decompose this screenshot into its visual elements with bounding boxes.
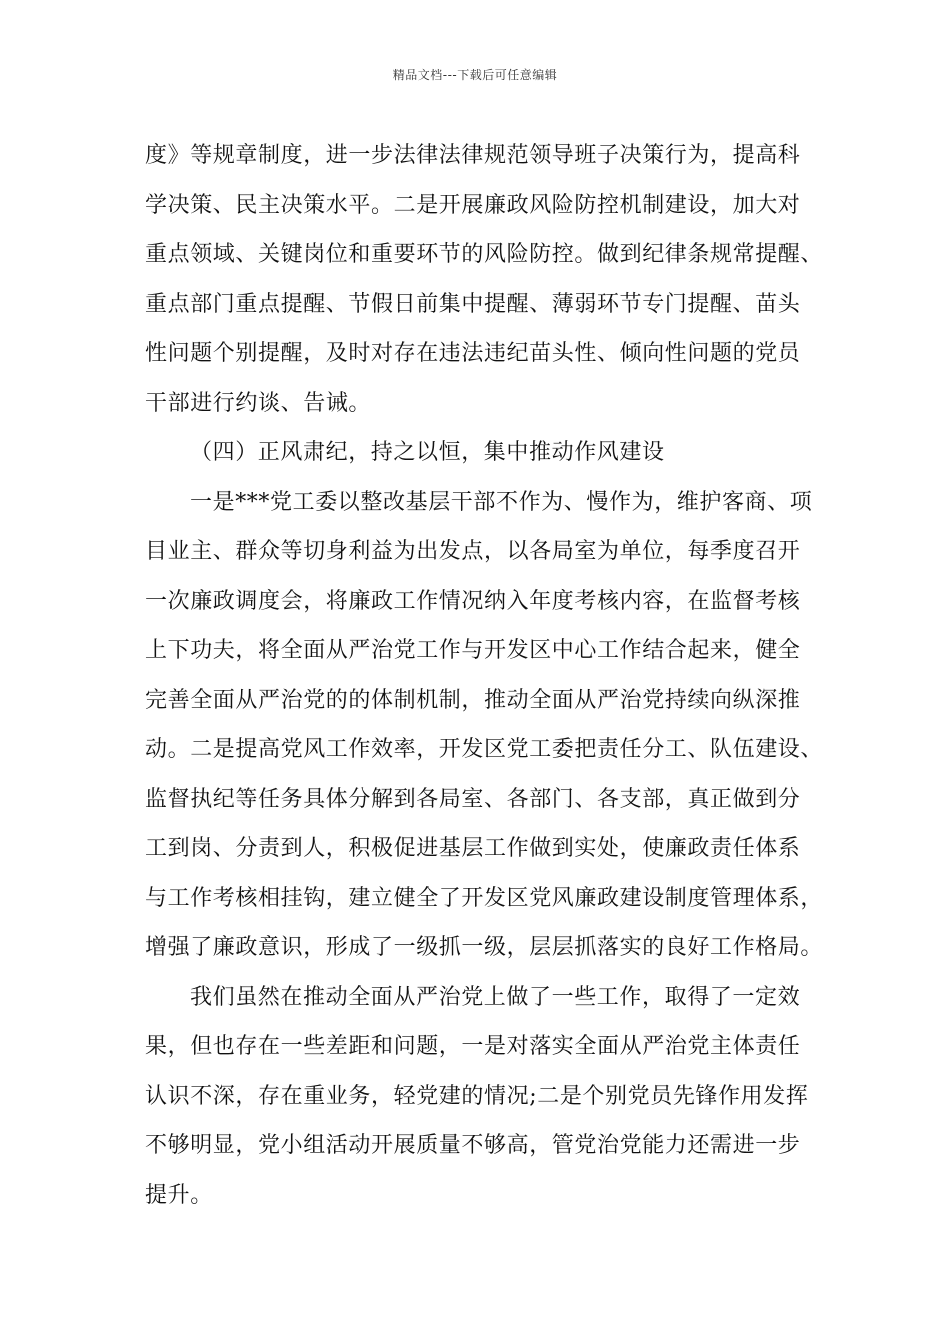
paragraph-4 (145, 973, 825, 1221)
text-line: 增强了廉政意识，形成了一级抓一级，层层抓落实的良好工作格局。 (145, 935, 824, 960)
text-line: 目业主、群众等切身利益为出发点，以各局室为单位，每季度召开 (145, 539, 801, 564)
text-line: 干部进行约谈、告诫。 (145, 390, 372, 416)
text-line: 性问题个别提醒，及时对存在违法违纪苗头性、倾向性问题的党员 (145, 341, 801, 366)
section-heading-text: （四）正风肃纪，持之以恒，集中推动作风建设 (190, 440, 665, 465)
text-line: 重点部门重点提醒、节假日前集中提醒、薄弱环节专门提醒、苗头 (145, 291, 801, 317)
text-line: 工到岗、分责到人，积极促进基层工作做到实处，使廉政责任体系 (145, 836, 801, 861)
text-line: 不够明显，党小组活动开展质量不够高，管党治党能力还需进一步 (145, 1133, 801, 1158)
text-line: 我们虽然在推动全面从严治党上做了一些工作，取得了一定效 (190, 984, 801, 1010)
page-header: 精品文档---下载后可任意编辑 (392, 68, 558, 82)
text-line: 一是***党工委以整改基层干部不作为、慢作为，维护客商、项 (190, 489, 813, 515)
text-line: 与工作考核相挂钩，建立健全了开发区党风廉政建设制度管理体系， (145, 885, 824, 911)
text-line: 学决策、民主决策水平。二是开展廉政风险防控机制建设，加大对 (145, 192, 801, 218)
text-line: 一次廉政调度会，将廉政工作情况纳入年度考核内容，在监督考核 (145, 588, 801, 614)
document-body (145, 131, 825, 1220)
text-line: 果，但也存在一些差距和问题，一是对落实全面从严治党主体责任 (145, 1034, 801, 1059)
text-line: 认识不深，存在重业务，轻党建的情况;二是个别党员先锋作用发挥 (145, 1083, 809, 1109)
text-line: 动。二是提高党风工作效率，开发区党工委把责任分工、队伍建设、 (145, 737, 824, 762)
text-line: 监督执纪等任务具体分解到各局室、各部门、各支部，真正做到分 (145, 786, 801, 812)
text-line: 提升。 (145, 1182, 213, 1208)
section-heading (145, 428, 825, 478)
text-line: 重点领域、关键岗位和重要环节的风险防控。做到纪律条规常提醒、 (145, 242, 824, 267)
text-line: 完善全面从严治党的的体制机制，推动全面从严治党持续向纵深推 (145, 687, 801, 713)
paragraph-3 (145, 478, 825, 973)
text-line: 度》等规章制度，进一步法律法律规范领导班子决策行为，提高科 (145, 143, 801, 168)
text-line: 上下功夫，将全面从严治党工作与开发区中心工作结合起来，健全 (145, 638, 801, 663)
paragraph-1 (145, 131, 825, 428)
